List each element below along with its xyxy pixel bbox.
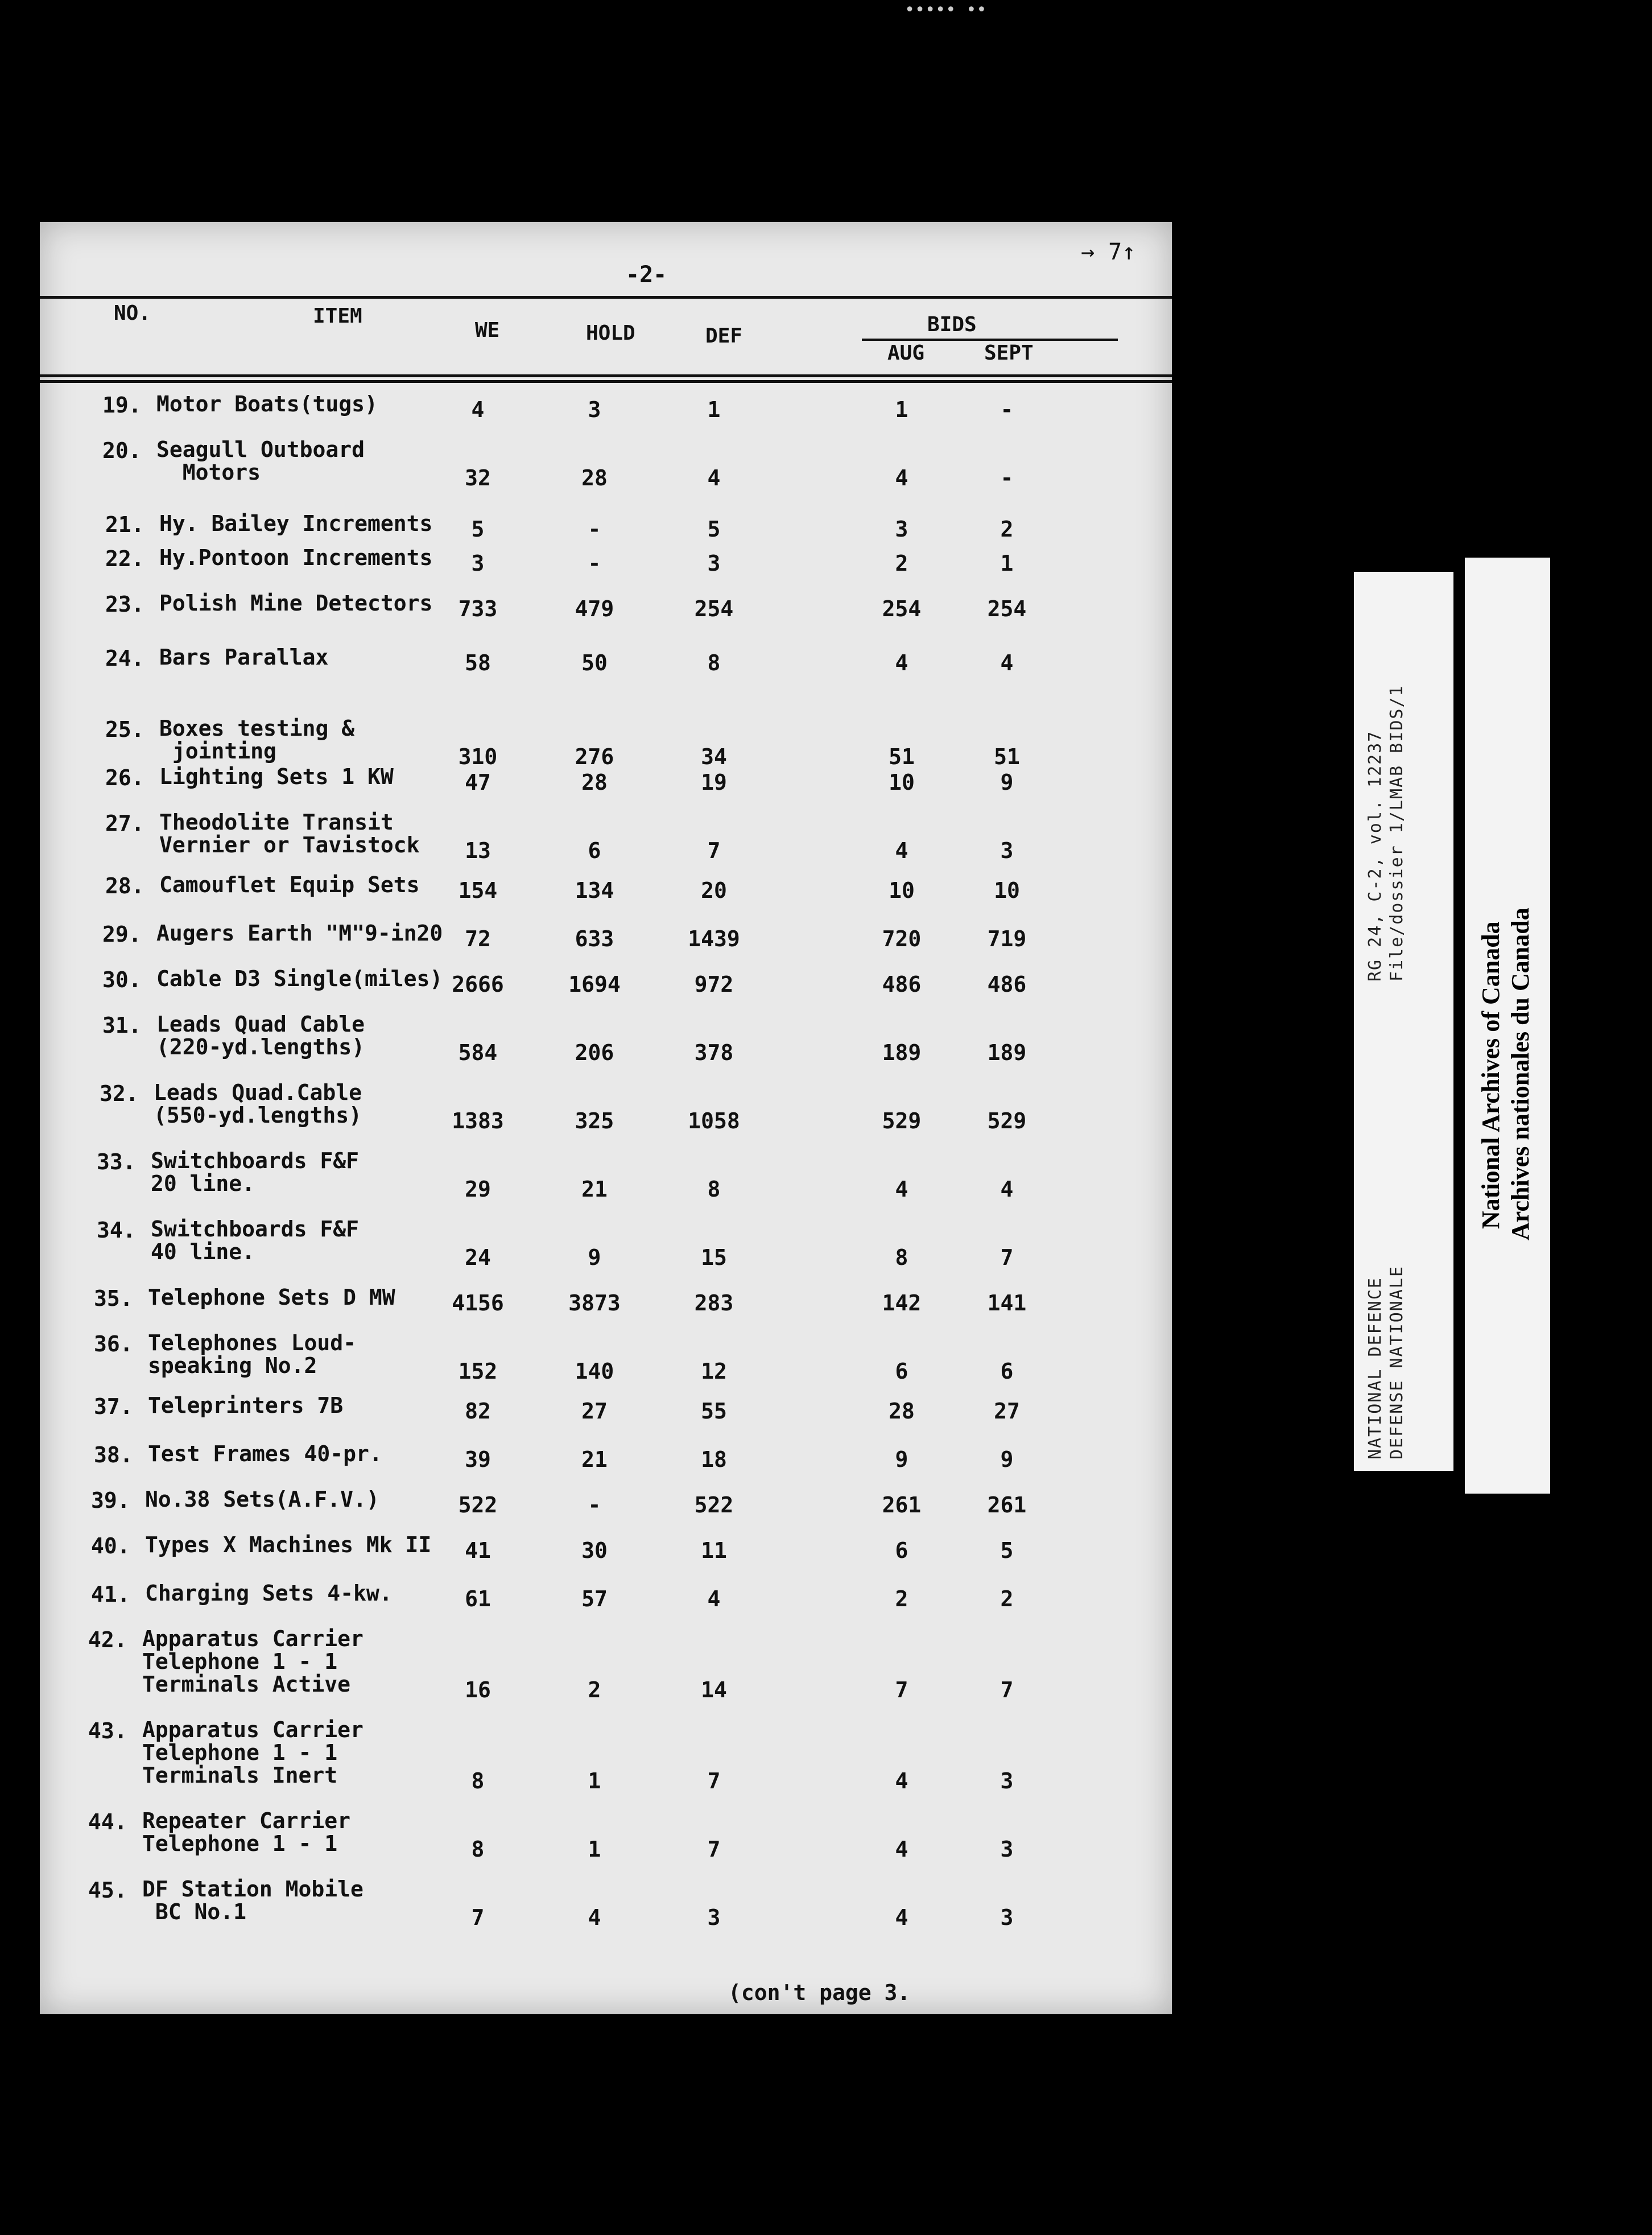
row-hold-value: 3873 — [568, 1290, 621, 1316]
row-hold-value: 30 — [581, 1538, 608, 1563]
row-we-value: 733 — [458, 596, 498, 621]
row-we-value: 39 — [465, 1447, 491, 1472]
row-def-value: 5 — [707, 517, 721, 542]
row-we-value: 61 — [465, 1586, 491, 1611]
row-item: Switchboards F&F 20 line. — [151, 1148, 360, 1196]
row-def-value: 14 — [701, 1677, 727, 1702]
row-def-value: 18 — [701, 1447, 727, 1472]
row-hold-value: 140 — [575, 1359, 614, 1384]
row-aug-value: 486 — [882, 972, 922, 997]
header-bids: BIDS — [927, 313, 977, 336]
row-hold-value: 633 — [575, 926, 614, 951]
row-def-value: 20 — [701, 878, 727, 903]
row-we-value: 58 — [465, 650, 491, 675]
row-def-value: 4 — [707, 465, 721, 490]
row-sept-value: - — [1000, 465, 1014, 490]
bids-underline — [862, 339, 1118, 341]
row-number: 26. — [105, 765, 144, 790]
row-item: Camouflet Equip Sets — [159, 872, 420, 897]
row-def-value: 378 — [694, 1040, 734, 1065]
row-aug-value: 4 — [895, 838, 908, 863]
row-number: 34. — [97, 1218, 136, 1243]
row-we-value: 310 — [458, 744, 498, 769]
row-hold-value: 57 — [581, 1586, 608, 1611]
row-hold-value: 21 — [581, 1177, 608, 1202]
row-we-value: 152 — [458, 1359, 498, 1384]
row-sept-value: 719 — [987, 926, 1027, 951]
row-item: Test Frames 40-pr. — [148, 1441, 382, 1466]
header-bottom-rule-1 — [40, 374, 1172, 377]
row-hold-value: - — [588, 551, 601, 576]
row-hold-value: 3 — [588, 397, 601, 422]
row-sept-value: 6 — [1000, 1359, 1014, 1384]
row-sept-value: 5 — [1000, 1538, 1014, 1563]
row-we-value: 584 — [458, 1040, 498, 1065]
row-def-value: 55 — [701, 1399, 727, 1424]
row-we-value: 41 — [465, 1538, 491, 1563]
row-aug-value: 6 — [895, 1359, 908, 1384]
header-no: NO. — [114, 302, 151, 325]
header-item: ITEM — [313, 304, 362, 328]
row-we-value: 72 — [465, 926, 491, 951]
row-aug-value: 4 — [895, 465, 908, 490]
row-def-value: 8 — [707, 1177, 721, 1202]
row-item: Hy.Pontoon Increments — [159, 545, 433, 570]
row-sept-value: 254 — [987, 596, 1027, 621]
archive-name-en: National Archives of Canada — [1477, 921, 1505, 1229]
row-sept-value: 3 — [1000, 1905, 1014, 1930]
row-sept-value: 529 — [987, 1108, 1027, 1133]
row-we-value: 82 — [465, 1399, 491, 1424]
row-hold-value: 21 — [581, 1447, 608, 1472]
row-aug-value: 3 — [895, 517, 908, 542]
row-def-value: 1 — [707, 397, 721, 422]
row-aug-value: 4 — [895, 1837, 908, 1862]
row-we-value: 13 — [465, 838, 491, 863]
row-hold-value: 1 — [588, 1837, 601, 1862]
row-number: 40. — [91, 1533, 130, 1558]
row-we-value: 29 — [465, 1177, 491, 1202]
row-def-value: 254 — [694, 596, 734, 621]
header-top-rule — [40, 296, 1172, 299]
row-item: Bars Parallax — [159, 645, 329, 670]
row-we-value: 5 — [471, 517, 485, 542]
row-sept-value: 141 — [987, 1290, 1027, 1316]
page-number: -2- — [626, 262, 667, 288]
archive-name-fr: Archives nationales du Canada — [1506, 908, 1534, 1240]
row-hold-value: 325 — [575, 1108, 614, 1133]
row-sept-value: 189 — [987, 1040, 1027, 1065]
row-we-value: 3 — [471, 551, 485, 576]
row-aug-value: 720 — [882, 926, 922, 951]
row-we-value: 32 — [465, 465, 491, 490]
row-def-value: 972 — [694, 972, 734, 997]
row-hold-value: 50 — [581, 650, 608, 675]
row-sept-value: 7 — [1000, 1245, 1014, 1270]
row-item: Types X Machines Mk II — [145, 1532, 432, 1557]
row-aug-value: 10 — [889, 878, 915, 903]
row-aug-value: 254 — [882, 596, 922, 621]
row-def-value: 1439 — [688, 926, 740, 951]
row-number: 25. — [105, 717, 144, 742]
row-aug-value: 4 — [895, 650, 908, 675]
header-we: WE — [475, 319, 500, 342]
row-sept-value: 9 — [1000, 1447, 1014, 1472]
row-sept-value: 3 — [1000, 1837, 1014, 1862]
row-hold-value: 206 — [575, 1040, 614, 1065]
row-we-value: 4156 — [452, 1290, 504, 1316]
row-we-value: 7 — [471, 1905, 485, 1930]
row-sept-value: 261 — [987, 1492, 1027, 1518]
row-item: Teleprinters 7B — [148, 1393, 344, 1418]
row-number: 33. — [97, 1149, 136, 1174]
row-number: 35. — [94, 1286, 133, 1311]
row-def-value: 4 — [707, 1586, 721, 1611]
row-sept-value: 486 — [987, 972, 1027, 997]
row-aug-value: 189 — [882, 1040, 922, 1065]
row-number: 44. — [88, 1809, 127, 1834]
row-aug-value: 2 — [895, 551, 908, 576]
row-we-value: 522 — [458, 1492, 498, 1518]
header-hold: HOLD — [586, 321, 635, 345]
row-sept-value: 27 — [994, 1399, 1020, 1424]
row-item: Motor Boats(tugs) — [156, 391, 378, 417]
row-number: 27. — [105, 811, 144, 836]
row-def-value: 283 — [694, 1290, 734, 1316]
continuation-note: (con't page 3. — [728, 1980, 911, 2005]
row-hold-value: 2 — [588, 1677, 601, 1702]
row-number: 29. — [102, 922, 142, 947]
archive-reference-stamp — [1354, 572, 1453, 1471]
row-number: 22. — [105, 546, 144, 571]
row-aug-value: 51 — [889, 744, 915, 769]
row-aug-value: 142 — [882, 1290, 922, 1316]
row-item: Telephone Sets D MW — [148, 1285, 395, 1310]
row-aug-value: 10 — [889, 770, 915, 795]
row-def-value: 3 — [707, 551, 721, 576]
row-number: 32. — [100, 1081, 139, 1106]
row-def-value: 7 — [707, 838, 721, 863]
row-item: Lighting Sets 1 KW — [159, 764, 394, 789]
row-item: Hy. Bailey Increments — [159, 511, 433, 536]
row-def-value: 7 — [707, 1768, 721, 1793]
top-edge-marks: ••••• •• — [905, 0, 987, 20]
reference-line-2: File/dossier 1/LMAB BIDS/1 — [1387, 684, 1407, 982]
row-aug-value: 1 — [895, 397, 908, 422]
row-number: 31. — [102, 1013, 142, 1038]
row-hold-value: 276 — [575, 744, 614, 769]
header-bottom-rule-2 — [40, 380, 1172, 383]
row-hold-value: 28 — [581, 465, 608, 490]
row-we-value: 8 — [471, 1837, 485, 1862]
row-number: 30. — [102, 967, 142, 992]
row-number: 21. — [105, 512, 144, 537]
row-item: Switchboards F&F 40 line. — [151, 1217, 360, 1264]
row-item: No.38 Sets(A.F.V.) — [145, 1487, 379, 1512]
row-number: 45. — [88, 1878, 127, 1903]
row-item: Seagull Outboard Motors — [156, 437, 365, 485]
document-page — [40, 222, 1172, 2014]
row-aug-value: 4 — [895, 1768, 908, 1793]
row-item: Boxes testing & jointing — [159, 716, 355, 764]
row-we-value: 16 — [465, 1677, 491, 1702]
row-sept-value: 9 — [1000, 770, 1014, 795]
row-we-value: 47 — [465, 770, 491, 795]
row-hold-value: 27 — [581, 1399, 608, 1424]
row-number: 39. — [91, 1488, 130, 1513]
row-number: 43. — [88, 1718, 127, 1743]
row-hold-value: 6 — [588, 838, 601, 863]
row-number: 41. — [91, 1582, 130, 1607]
row-item: Theodolite Transit Vernier or Tavistock — [159, 810, 420, 857]
row-def-value: 1058 — [688, 1108, 740, 1133]
row-we-value: 1383 — [452, 1108, 504, 1133]
row-def-value: 34 — [701, 744, 727, 769]
row-we-value: 24 — [465, 1245, 491, 1270]
row-we-value: 2666 — [452, 972, 504, 997]
row-aug-value: 8 — [895, 1245, 908, 1270]
header-def: DEF — [705, 324, 743, 348]
row-number: 38. — [94, 1442, 133, 1467]
row-sept-value: 4 — [1000, 1177, 1014, 1202]
row-hold-value: 9 — [588, 1245, 601, 1270]
row-aug-value: 7 — [895, 1677, 908, 1702]
row-hold-value: - — [588, 517, 601, 542]
row-def-value: 15 — [701, 1245, 727, 1270]
row-number: 19. — [102, 393, 142, 418]
row-aug-value: 6 — [895, 1538, 908, 1563]
row-def-value: 522 — [694, 1492, 734, 1518]
row-sept-value: 10 — [994, 878, 1020, 903]
row-sept-value: 3 — [1000, 1768, 1014, 1793]
row-aug-value: 28 — [889, 1399, 915, 1424]
header-sept: SEPT — [984, 341, 1034, 365]
row-we-value: 4 — [471, 397, 485, 422]
row-hold-value: - — [588, 1492, 601, 1518]
row-number: 20. — [102, 438, 142, 463]
row-item: Repeater Carrier Telephone 1 - 1 — [142, 1808, 351, 1856]
row-item: Charging Sets 4-kw. — [145, 1581, 393, 1606]
row-def-value: 7 — [707, 1837, 721, 1862]
row-def-value: 19 — [701, 770, 727, 795]
row-item: Augers Earth "M"9-in20 — [156, 921, 443, 946]
row-item: Leads Quad.Cable (550-yd.lengths) — [154, 1080, 362, 1128]
row-aug-value: 4 — [895, 1905, 908, 1930]
row-aug-value: 4 — [895, 1177, 908, 1202]
row-number: 42. — [88, 1627, 127, 1652]
header-aug: AUG — [887, 341, 925, 365]
row-item: Apparatus Carrier Telephone 1 - 1 Terminals Inert — [142, 1717, 364, 1788]
row-item: DF Station Mobile BC No.1 — [142, 1877, 364, 1924]
row-sept-value: 3 — [1000, 838, 1014, 863]
reference-line-1: RG 24, C-2, vol. 12237 — [1365, 730, 1385, 982]
row-hold-value: 134 — [575, 878, 614, 903]
row-sept-value: 2 — [1000, 517, 1014, 542]
row-sept-value: 4 — [1000, 650, 1014, 675]
row-hold-value: 1 — [588, 1768, 601, 1793]
row-def-value: 12 — [701, 1359, 727, 1384]
row-sept-value: 51 — [994, 744, 1020, 769]
department-line-1: NATIONAL DEFENCE — [1365, 1277, 1385, 1459]
row-item: Telephones Loud- speaking No.2 — [148, 1330, 357, 1378]
row-sept-value: 2 — [1000, 1586, 1014, 1611]
row-number: 24. — [105, 646, 144, 671]
row-aug-value: 9 — [895, 1447, 908, 1472]
department-line-2: DEFENSE NATIONALE — [1387, 1265, 1407, 1459]
row-number: 36. — [94, 1331, 133, 1356]
row-hold-value: 1694 — [568, 972, 621, 997]
row-number: 28. — [105, 873, 144, 898]
row-def-value: 3 — [707, 1905, 721, 1930]
row-sept-value: - — [1000, 397, 1014, 422]
row-we-value: 154 — [458, 878, 498, 903]
row-we-value: 8 — [471, 1768, 485, 1793]
row-hold-value: 28 — [581, 770, 608, 795]
row-def-value: 8 — [707, 650, 721, 675]
row-hold-value: 4 — [588, 1905, 601, 1930]
archive-name-stamp — [1465, 558, 1550, 1494]
row-item: Apparatus Carrier Telephone 1 - 1 Terminals Active — [142, 1626, 364, 1697]
row-sept-value: 7 — [1000, 1677, 1014, 1702]
corner-handwritten-mark: → 7↑ — [1081, 239, 1136, 265]
row-sept-value: 1 — [1000, 551, 1014, 576]
row-item: Cable D3 Single(miles) — [156, 966, 443, 991]
row-aug-value: 261 — [882, 1492, 922, 1518]
row-aug-value: 2 — [895, 1586, 908, 1611]
row-def-value: 11 — [701, 1538, 727, 1563]
row-number: 23. — [105, 592, 144, 617]
row-item: Leads Quad Cable (220-yd.lengths) — [156, 1012, 365, 1059]
row-item: Polish Mine Detectors — [159, 591, 433, 616]
row-aug-value: 529 — [882, 1108, 922, 1133]
row-number: 37. — [94, 1394, 133, 1419]
row-hold-value: 479 — [575, 596, 614, 621]
